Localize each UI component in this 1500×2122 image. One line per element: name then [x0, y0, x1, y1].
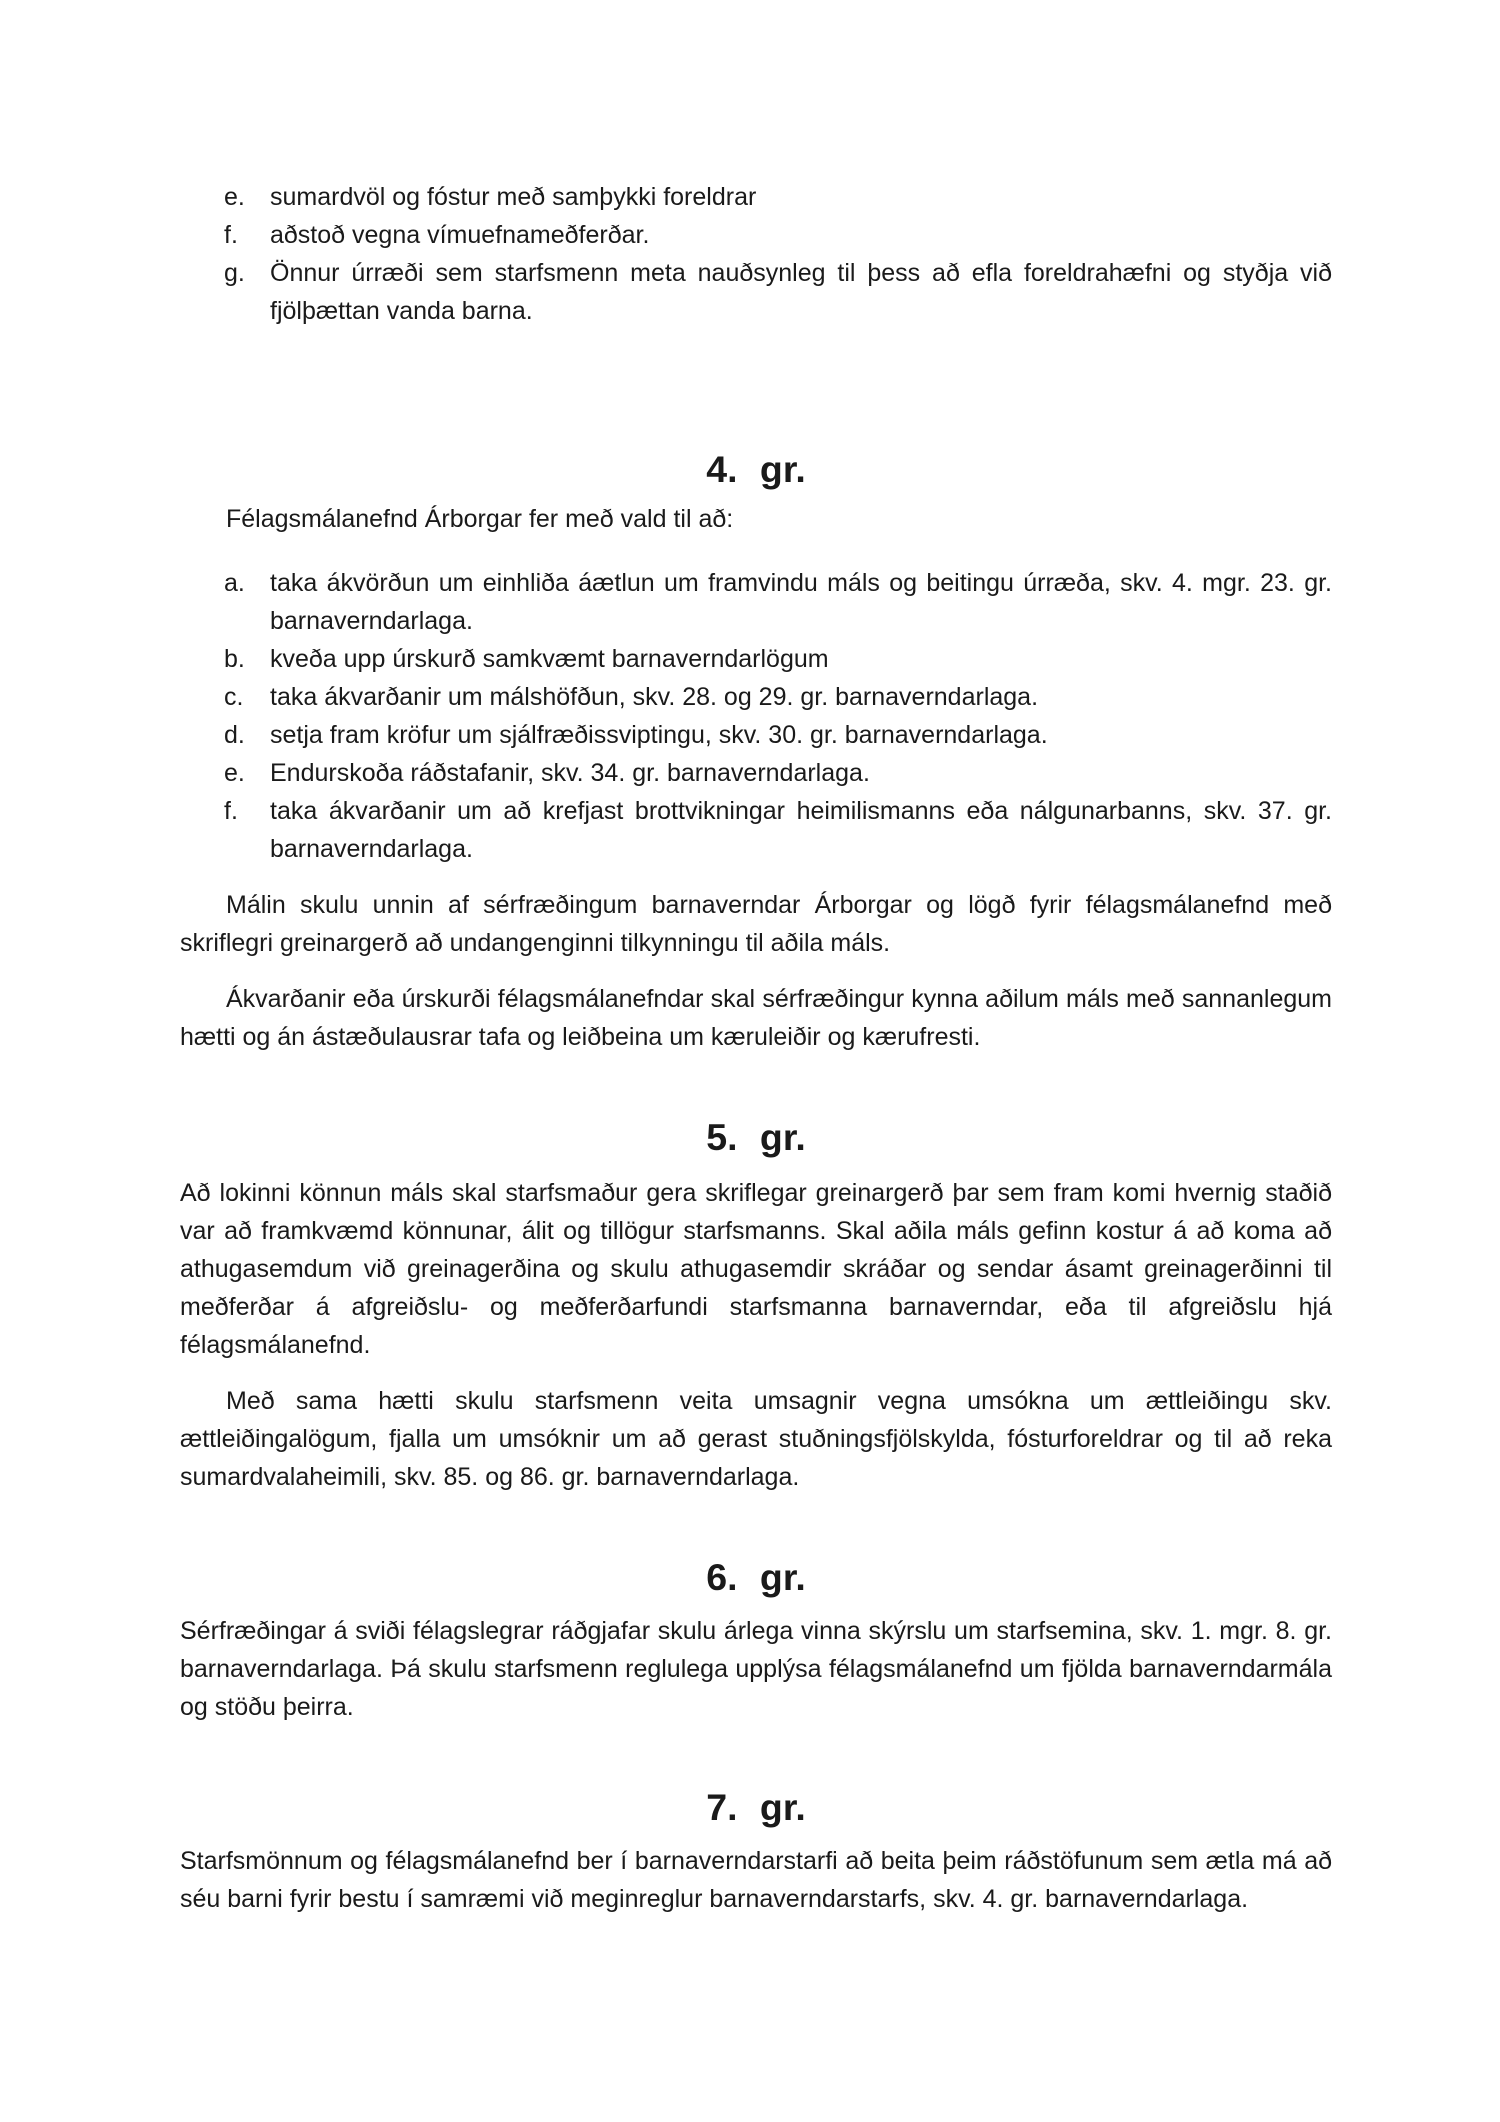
list-letter: g. — [224, 259, 245, 287]
list-item — [180, 216, 1332, 254]
list-item — [180, 564, 1332, 640]
list-letter: c. — [224, 683, 244, 711]
list-item — [180, 178, 1332, 216]
list-letter: d. — [224, 721, 245, 749]
list-text: taka ákvörðun um einhliða áætlun um framvindu máls og beitingu úrræða, skv. 4. mgr. 23. gr. barnaverndarlaga. — [270, 569, 1332, 635]
section-4-intro: Félagsmálanefnd Árborgar fer með vald til að: — [226, 505, 734, 533]
section-4-list — [180, 564, 1332, 868]
section-6-heading: 6. gr. — [706, 1556, 806, 1598]
list-text: kveða upp úrskurð samkvæmt barnaverndarlögum — [270, 645, 829, 673]
list-letter: f. — [224, 221, 238, 249]
section-5-heading: 5. gr. — [706, 1116, 806, 1158]
list-text: sumardvöl og fóstur með samþykki foreldrar — [270, 183, 757, 211]
section-4-heading: 4. gr. — [706, 448, 806, 490]
section-7-heading: 7. gr. — [706, 1786, 806, 1828]
list-text: aðstoð vegna vímuefnameðferðar. — [270, 221, 650, 249]
list-item — [180, 716, 1332, 754]
list-text: Endurskoða ráðstafanir, skv. 34. gr. barnaverndarlaga. — [270, 759, 870, 787]
list-item — [180, 754, 1332, 792]
list-letter: e. — [224, 183, 245, 211]
list-letter: b. — [224, 645, 245, 673]
document-page — [180, 178, 1332, 1918]
list-letter: f. — [224, 797, 238, 825]
list-text: taka ákvarðanir um að krefjast brottvikningar heimilismanns eða nálgunarbanns, skv. 37. gr. barnaverndarlaga. — [270, 797, 1332, 863]
top-list — [180, 178, 1332, 330]
list-text: Önnur úrræði sem starfsmenn meta nauðsynleg til þess að efla foreldrahæfni og styðja við fjölþættan vanda barna. — [270, 259, 1332, 325]
section-4-paragraph-1: Málin skulu unnin af sérfræðingum barnaverndar Árborgar og lögð fyrir félagsmálanefnd með skriflegri greinargerð að undangenginni tilkynningu til aðila máls. — [180, 891, 1332, 957]
section-7-paragraph-1: Starfsmönnum og félagsmálanefnd ber í barnaverndarstarfi að beita þeim ráðstöfunum sem ætla má að séu barni fyrir bestu í samræmi við meginreglur barnaverndarstarfs, skv. 4. gr. barnaverndarlaga. — [180, 1847, 1332, 1913]
list-item — [180, 678, 1332, 716]
section-6-paragraph-1: Sérfræðingar á sviði félagslegrar ráðgjafar skulu árlega vinna skýrslu um starfsemina, skv. 1. mgr. 8. gr. barnaverndarlaga. Þá skulu starfsmenn reglulega upplýsa félagsmálanefnd um fjölda barnaverndarmála og stöðu þeirra. — [180, 1617, 1332, 1721]
section-4-paragraph-2: Ákvarðanir eða úrskurði félagsmálanefndar skal sérfræðingur kynna aðilum máls með sannanlegum hætti og án ástæðulausrar tafa og leiðbeina um kæruleiðir og kærufresti. — [180, 985, 1332, 1051]
list-item — [180, 792, 1332, 868]
section-5-paragraph-2: Með sama hætti skulu starfsmenn veita umsagnir vegna umsókna um ættleiðingu skv. ættleiðingalögum, fjalla um umsóknir um að gerast stuðningsfjölskylda, fósturforeldrar og til að reka sumardvalaheimili, skv. 85. og 86. gr. barnaverndarlaga. — [180, 1387, 1332, 1491]
list-letter: e. — [224, 759, 245, 787]
list-text: setja fram kröfur um sjálfræðissviptingu, skv. 30. gr. barnaverndarlaga. — [270, 721, 1048, 749]
list-item — [180, 254, 1332, 330]
section-5-paragraph-1: Að lokinni könnun máls skal starfsmaður gera skriflegar greinargerð þar sem fram komi hvernig staðið var að framkvæmd könnunar, álit og tillögur starfsmanns. Skal aðila máls gefinn kostur á að koma að athugasemdum við greinagerðina og skulu athugasemdir skráðar og sendar ásamt greinagerðinni til meðferðar á afgreiðslu- og meðferðarfundi starfsmanna barnaverndar, eða til afgreiðslu hjá félagsmálanefnd. — [180, 1179, 1332, 1359]
list-text: taka ákvarðanir um málshöfðun, skv. 28. og 29. gr. barnaverndarlaga. — [270, 683, 1039, 711]
list-item — [180, 640, 1332, 678]
list-letter: a. — [224, 569, 245, 597]
